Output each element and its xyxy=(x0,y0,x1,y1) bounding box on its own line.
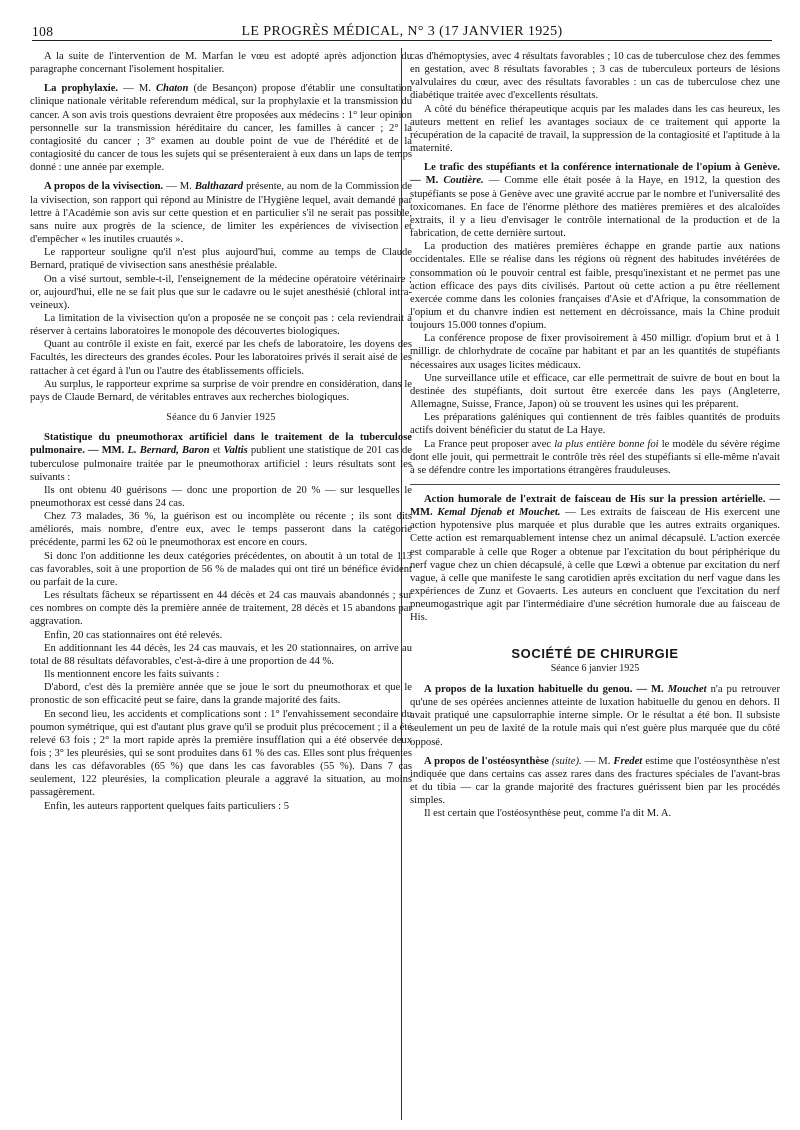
pneumothorax-p7: En additionnant les 44 décès, les 24 cas mauvais, et les 20 stationnaires, on arrive au total de 88 résultats défavorables, c'est-à-dire à une proportion de 44 %. xyxy=(30,642,412,667)
author-mouchet: Mouchet xyxy=(667,683,707,695)
author-coutiere: Coutière. xyxy=(443,175,484,187)
dash: — M. xyxy=(410,175,444,187)
dash: — M. xyxy=(581,755,614,767)
dash: — M. xyxy=(118,83,156,95)
vivisection-title: A propos de la vivisection. xyxy=(44,181,164,193)
pneumothorax-p9: D'abord, c'est dès la première année que se joue le sort du pneumothorax et que le pronostic de son efficacité peut se faire, dans la grande majorité des faits. xyxy=(30,682,412,707)
osteosynthese-paragraph xyxy=(410,755,780,808)
author-fredet: Fredet xyxy=(613,755,643,767)
opium-text: — Comme elle était posée à la Haye, en 1912, la question des stupéfiants se pose à Genève avec une gravité accrue par le nombre et l'universalité des toxicomanes. En face de l'énorme pléthore des matières premières et des alcaloïdes extraits, il y a lieu d'envisager le contrôle international de la production et de la fabrication, de cette dernière surtout. xyxy=(410,175,780,240)
vivisection-p4: La limitation de la vivisection qu'on a proposée ne se conçoit pas : cela reviendrait à réserver à certains laboratoires le monopole des découvertes biologiques. xyxy=(30,312,412,338)
luxation-text: n'a pu retrouver qu'une de ses opérées anciennes atteinte de luxation habituelle du genou en dehors. Il avait pratiqué une capsulorraphie interne simple. Or le résultat a été bon. Il subsiste seulement un peu de laxité de la rotule mais qui n'est guère plus marquée que du côté opposé. xyxy=(410,683,780,748)
page-number: 108 xyxy=(32,24,54,39)
pneumothorax-paragraph xyxy=(30,431,412,484)
prophylaxie-paragraph xyxy=(30,82,412,174)
pneumothorax-p8: Ils mentionnent encore les faits suivants : xyxy=(44,669,220,681)
pneumothorax-text: publient une statistique de 201 cas de tuberculose pulmonaire traitée par le pneumothorax artificiel : leurs résultats sont les suivants : xyxy=(30,445,412,483)
pneumothorax-title: Statistique du pneumothorax artificiel dans le traitement de la tuberculose pulmonaire. xyxy=(30,432,412,457)
opium-p6 xyxy=(410,438,780,477)
author-djenab-mouchet: Kemal Djenab et Mouchet. xyxy=(437,507,561,519)
left-column xyxy=(30,50,412,1120)
running-header xyxy=(32,14,772,41)
his-title: Action humorale de l'extrait de faisceau de His sur la pression artérielle. xyxy=(424,494,766,505)
opium-p6-end: le modèle du sévère régime dont elle jouit, qui permettrait le contrôle très réel des stupéfiants si elle-même n'avait à se défendre contre les importations étrangères frauduleuses. xyxy=(410,438,780,476)
osteosynthese-suite: (suite). xyxy=(548,755,582,767)
luxation-title: A propos de la luxation habituelle du genou. xyxy=(424,683,633,695)
vivisection-p5: Quant au contrôle il existe en fait, exercé par les chefs de laboratoire, les doyens des Facultés, les directeurs des grandes écoles. Pour les laboratoires privés il serait aisé de les rattacher à cet égard à l'un ou l'autre des établissements officiels. xyxy=(30,339,412,377)
dash: — MM. xyxy=(84,445,128,457)
opium-title: Le trafic des stupéfiants et la conférence internationale de l'opium à Genève. xyxy=(424,162,780,174)
opium-p2: La production des matières premières échappe en grande partie aux nations occidentales. Elle se réalise dans les régions où règnent des habitudes invétérées de consommation où le pouvoir central est faible, presqu'inexistant et ne permet pas une action efficace des pays dits civilisés. Partout où cette action a pu être réellement exercée comme dans les colonies françaises d'Asie et d'Afrique, la consommation de l'opium et du chanvre indien est nettement en décroissance, mais la Chine produit toujours 15.000 tonnes d'opium. xyxy=(410,241,780,332)
vivisection-paragraph xyxy=(30,180,412,246)
seance-heading: Séance du 6 Janvier 1925 xyxy=(166,412,276,424)
osteosynthese-p2: Il est certain que l'ostéosynthèse peut, comme l'a dit M. A. xyxy=(424,808,672,820)
vivisection-text: présente, au nom de la Commission de la vivisection, son rapport qui répond au Ministre de l'Hygiène lequel, avait demandé par lettre à l'Académie son avis sur cette question et en particulier s'il ne serait pas possible, sans nuire aux progrès de la science, de limiter les expériences de vivisection et d'empêcher « les inutiles cruautés ». xyxy=(30,181,412,246)
section-divider xyxy=(410,484,780,485)
pneumothorax-p10: En second lieu, les accidents et complications sont : 1° l'envahissement secondaire du poumon symétrique, qui est d'autant plus grave qu'il se produit plus précocement ; il a été relevé 63 fois ; 2° la mort rapide après la première insufflation qui a été observée deux fois ; 3° les pleurésies, qui se sont produites dans 61 % des cas. Elles sont plus fréquentes dans les cas défavorables (65 %) que dans les cas favorables (55 %). Dans 7 cas seulement, 122 pleurésies, la complication pleurale a aggravé la situation, au moins passagèrement. xyxy=(30,708,412,799)
society-heading: SOCIÉTÉ DE CHIRURGIE xyxy=(511,645,679,661)
continuation-paragraph: cas d'hémoptysies, avec 4 résultats favorables ; 10 cas de tuberculose chez des femmes en gestation, avec 8 résultats favorables ; 3 cas de tuberculeux porteurs de lésions valvulaires du cœur, avec des résultats favorables : un cas de tuberculose chez une diabétique traitée avec d'excellents résultats. xyxy=(410,51,780,102)
opium-p3: La conférence propose de fixer provisoirement à 450 milligr. d'opium brut et à 1 milligr. de chlorhydrate de cocaïne par habitant et par an les quantités de stupéfiants nécessaires aux usages licites médicaux. xyxy=(410,333,780,371)
conjunction: et xyxy=(209,445,224,457)
author-valtis: Valtis xyxy=(223,445,248,457)
marfan-paragraph: A la suite de l'intervention de M. Marfan le vœu est adopté après adjonction du paragraphe concernant l'isolement hospitalier. xyxy=(30,51,412,76)
osteosynthese-text: estime que l'ostéosynthèse n'est indiquée que dans certains cas assez rares dans des fractures spéciales de l'avant-bras et du tibia — car la grande majorité des fractures guérissent bien par les procédés simples. xyxy=(410,755,780,807)
dash: — M. xyxy=(163,181,195,193)
his-text: — Les extraits de faisceau de His exercent une action hypotensive plus marquée et plus durable que les autres extraits organiques. Cette action est remarquablement intense chez un animal décapsulé. L'action exercée est comparable à celle que Roger a obtenue par l'excitation du bout périphérique du nerf vague chez un chien décapsulé, à celle que Lœwi a obtenue par excitation du nerf vague, à celle que manifeste le sang carotidien après excitation du nerf vague dans les expériences de Zunz et Govaerts. Les auteurs en concluent que l'excitation du nerf pneumogastrique agit par l'intermédiaire d'une sécrétion humorale due au faisceau de His. xyxy=(410,507,780,624)
running-head-title: LE PROGRÈS MÉDICAL, N° 3 (17 JANVIER 1925) xyxy=(241,24,563,39)
prophylaxie-text: (de Besançon) propose d'établir une consultation clinique nationale véritable referendum médical, sur la prophylaxie et la transmission du cancer. A son avis trois questions devraient être proposées aux médecins : 1° leur opinion personnelle sur la transmission héréditaire du cancer, les familles à cancer ; 2° la contagiosité du cancer ; 3° examen au double point de vue de l'hérédité et de la contagiosité du cancer de tous les sujets qui se présenteraient à eux dans un laps de temps donné : une année par exemple. xyxy=(30,83,412,174)
author-baron: Baron xyxy=(182,445,210,457)
opium-paragraph xyxy=(410,161,780,240)
author-chaton: Chaton xyxy=(155,83,189,95)
vivisection-p6: Au surplus, le rapporteur exprime sa surprise de voir prendre en considération, dans le pays de Claude Bernard, de véritables entraves aux recherches biologiques. xyxy=(30,378,412,403)
society-seance: Séance 6 janvier 1925 xyxy=(550,662,640,674)
opium-p4: Une surveillance utile et efficace, car elle permettrait de suivre de bout en bout la destinée des stupéfiants, doit surtout être exercée dans les pays (Angleterre, Allemagne, Suisse, France, Japon) où se trouvent les usines qui les préparent. xyxy=(410,372,780,411)
opium-p6-start: La France peut proposer avec xyxy=(424,438,555,450)
pneumothorax-p6: Enfin, 20 cas stationnaires ont été relevés. xyxy=(44,629,223,641)
author-bernard: L. Bernard, xyxy=(127,445,179,457)
vivisection-p3: On a visé surtout, semble-t-il, l'enseignement de la médecine opératoire vétérinaire ; or, aujourd'hui, elle ne se fait plus que sur le cadavre ou le sujet anesthésié (chloral intra-veineux). xyxy=(30,273,412,311)
benefice-paragraph: A côté du bénéfice thérapeutique acquis par les malades dans les cas heureux, les auteurs mettent en relief les avantages sociaux de ce traitement qui apporte la récupération de la capacité de travail, la suppression de la contagiosité et l'aptitude à la maternité. xyxy=(410,103,780,155)
vivisection-p2: Le rapporteur souligne qu'il n'est plus aujourd'hui, comme au temps de Claude Bernard, pratiqué de vivisection sans anesthésie préalable. xyxy=(30,247,412,272)
pneumothorax-p4: Si donc l'on additionne les deux catégories précédentes, on aboutit à un total de 113 cas favorables, soit à une proportion de 56 % de malades qui ont tiré un bénéfice évident ou parfait de la cure. xyxy=(30,550,412,588)
pneumothorax-p5: Les résultats fâcheux se répartissent en 44 décès et 24 cas mauvais abandonnés ; sur ces nombres on compte dès la première année de traitement, 28 décès et 15 abandons par aggravation. xyxy=(30,590,412,628)
pneumothorax-p3: Chez 73 malades, 36 %, la guérison est ou incomplète ou récente ; ils sont dits améliorés, mais nombre, d'entre eux, avec le temps passeront dans la catégorie précédente, parmi les 62 où le pneumothorax est encore en cours. xyxy=(30,511,412,549)
dash: — MM. xyxy=(410,494,780,519)
opium-p5: Les préparations galéniques qui contiennent de très faibles quantités de produits actifs doivent bénéficier du statut de La Haye. xyxy=(410,412,780,437)
prophylaxie-title: La prophylaxie. xyxy=(44,83,119,95)
osteosynthese-title: A propos de l'ostéosynthèse xyxy=(424,755,549,767)
opium-p6-italic: la plus entière bonne foi xyxy=(554,438,659,450)
dash: — M. xyxy=(632,683,668,695)
luxation-paragraph xyxy=(410,683,780,749)
his-paragraph xyxy=(410,493,780,625)
right-column xyxy=(410,50,780,1120)
pneumothorax-p2: Ils ont obtenu 40 guérisons — donc une proportion de 20 % — sur lesquelles le pneumothorax est cessé dans 24 cas. xyxy=(30,484,412,509)
author-balthazard: Balthazard xyxy=(194,181,244,193)
pneumothorax-p11: Enfin, les auteurs rapportent quelques faits particuliers : 5 xyxy=(44,800,290,812)
